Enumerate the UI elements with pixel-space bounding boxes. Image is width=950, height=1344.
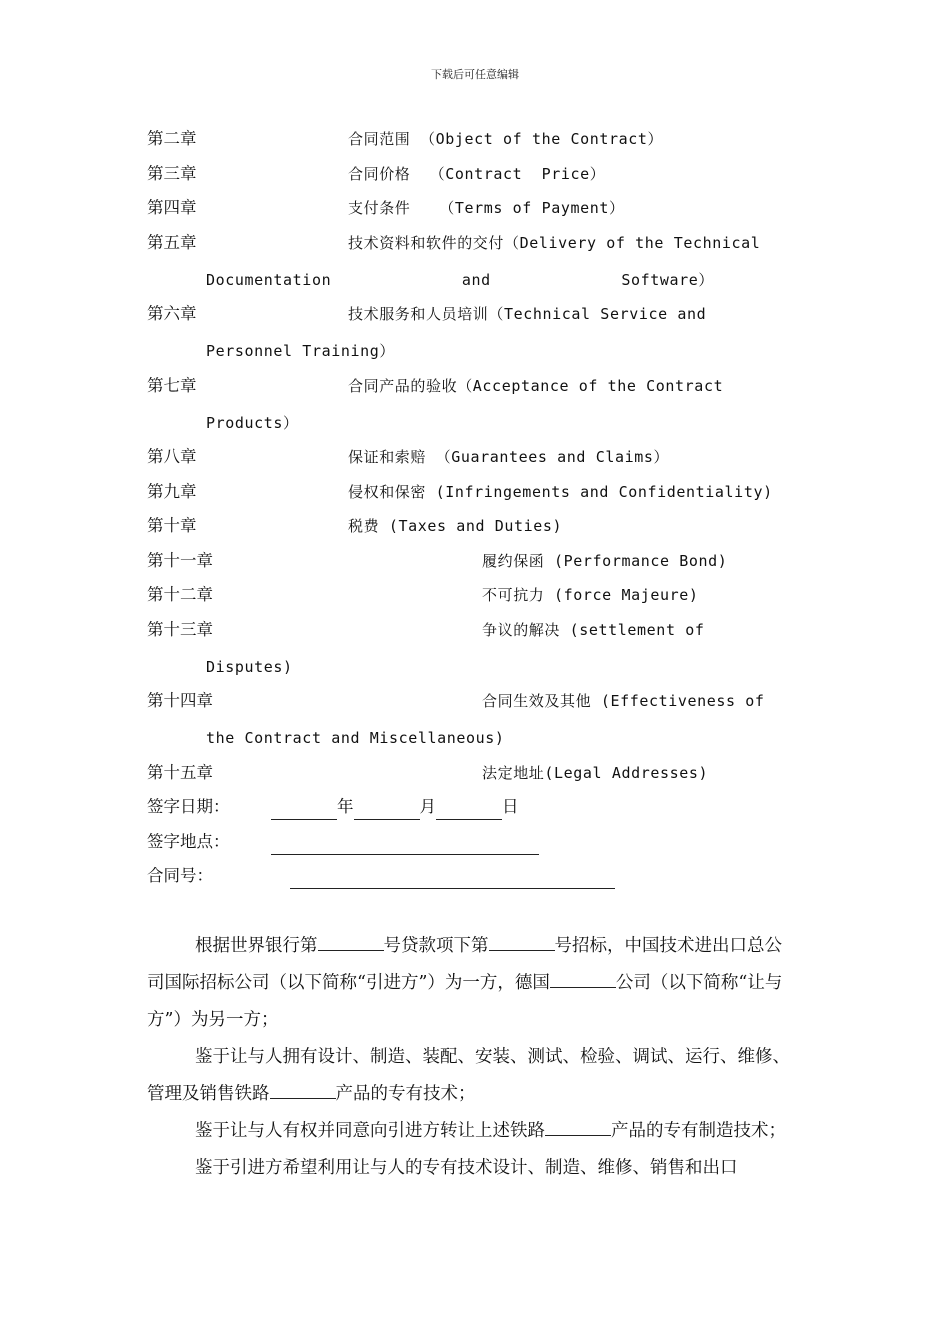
day-blank[interactable] [436, 799, 502, 820]
toc-chapter: 第八章 [147, 447, 197, 466]
year-blank[interactable] [271, 799, 337, 820]
signing-date-row [147, 794, 807, 829]
toc-title: 法定地址(Legal Addresses) [482, 763, 709, 782]
signing-place-field [271, 829, 539, 855]
table-of-contents [147, 126, 807, 898]
company-name-blank[interactable] [550, 969, 616, 988]
toc-row [147, 444, 807, 479]
toc-title: 合同生效及其他 (Effectiveness of [482, 692, 765, 710]
text: 号招标，中国技术进出口总公司国际招标公司（以下简称“引进方”）为一方，德国 [147, 936, 782, 993]
toc-chapter: 第二章 [147, 129, 197, 148]
text: 号贷款项下第 [383, 936, 489, 956]
toc-row [147, 760, 807, 795]
text: 公司（以下简称“让与方”）为另一方； [147, 973, 783, 1030]
toc-row [147, 301, 807, 373]
toc-title: 合同产品的验收（Acceptance of the Contract [348, 376, 724, 395]
toc-chapter: 第六章 [147, 304, 197, 323]
toc-chapter: 第五章 [147, 232, 197, 252]
toc-chapter: 第十三章 [147, 619, 213, 639]
toc-title: 合同范围 （Object of the Contract） [348, 130, 664, 148]
text: 产品的专有制造技术； [611, 1121, 786, 1141]
contract-number-field [290, 863, 615, 889]
product-blank[interactable] [270, 1080, 336, 1099]
contract-number-blank[interactable] [290, 868, 615, 889]
toc-title: 支付条件 （Terms of Payment） [348, 199, 625, 217]
year-label: 年 [337, 797, 354, 816]
toc-row [147, 617, 807, 689]
paragraph [147, 1039, 792, 1113]
toc-row [147, 582, 807, 617]
toc-row [147, 479, 807, 514]
toc-chapter: 第七章 [147, 375, 197, 395]
text: 产品的专有技术； [335, 1084, 476, 1104]
toc-title: 履约保函 (Performance Bond) [482, 551, 728, 570]
toc-chapter: 第十二章 [147, 585, 213, 604]
paragraph [147, 1150, 792, 1187]
toc-title: 税费 (Taxes and Duties) [348, 517, 563, 535]
toc-row [147, 548, 807, 583]
paragraph [147, 1113, 792, 1150]
toc-title: 技术资料和软件的交付（Delivery of the Technical [348, 233, 761, 252]
toc-title-continuation: the Contract and Miscellaneous) [206, 729, 505, 747]
toc-cont-word: Documentation [206, 270, 332, 289]
toc-chapter: 第三章 [147, 163, 197, 183]
toc-row [147, 513, 807, 548]
toc-row [147, 195, 807, 230]
contract-body [147, 928, 792, 1187]
month-label: 月 [419, 797, 436, 816]
paragraph [147, 928, 792, 1039]
text: 根据世界银行第 [195, 936, 318, 956]
toc-chapter: 第九章 [147, 481, 197, 501]
toc-title: 技术服务和人员培训（Technical Service and [348, 305, 707, 323]
loan-number-blank[interactable] [318, 932, 384, 951]
toc-title-continuation [206, 267, 714, 293]
toc-chapter: 第十一章 [147, 550, 213, 570]
toc-row [147, 688, 807, 760]
toc-cont-word: Software） [621, 270, 714, 289]
signing-place-label: 签字地点： [147, 831, 230, 851]
page-header: 下载后可任意编辑 [431, 68, 519, 81]
signing-place-blank[interactable] [271, 834, 539, 855]
toc-title: 侵权和保密 (Infringements and Confidentiality) [348, 482, 773, 501]
toc-title-continuation: Products） [206, 413, 299, 432]
text: 鉴于引进方希望利用让与人的专有技术设计、制造、维修、销售和出口 [195, 1158, 738, 1178]
toc-title: 不可抗力 (force Majeure) [482, 586, 699, 604]
text: 鉴于让与人拥有设计、制造、装配、安装、测试、检验、调试、运行、维修、管理及销售铁路 [147, 1047, 790, 1104]
toc-title-continuation: Disputes) [206, 657, 293, 676]
toc-row [147, 126, 807, 161]
toc-title: 合同价格 （Contract Price） [348, 164, 606, 183]
toc-row [147, 161, 807, 196]
product-blank[interactable] [545, 1117, 611, 1136]
contract-number-label: 合同号： [147, 866, 213, 885]
toc-row [147, 373, 807, 445]
toc-chapter: 第十四章 [147, 691, 213, 710]
tender-number-blank[interactable] [489, 932, 555, 951]
toc-title-continuation: Personnel Training） [206, 342, 395, 360]
signing-place-row [147, 829, 807, 864]
toc-chapter: 第四章 [147, 198, 197, 217]
toc-chapter: 第十五章 [147, 762, 213, 782]
toc-cont-word: and [461, 270, 491, 289]
signing-date-field [271, 794, 519, 820]
toc-row [147, 230, 807, 302]
toc-title: 争议的解决 (settlement of [482, 620, 705, 639]
toc-chapter: 第十章 [147, 516, 197, 535]
text: 鉴于让与人有权并同意向引进方转让上述铁路 [195, 1121, 545, 1141]
month-blank[interactable] [354, 799, 420, 820]
toc-title: 保证和索赔 （Guarantees and Claims） [348, 448, 670, 466]
contract-number-row [147, 863, 807, 898]
day-label: 日 [502, 797, 519, 816]
signing-date-label: 签字日期： [147, 797, 230, 816]
